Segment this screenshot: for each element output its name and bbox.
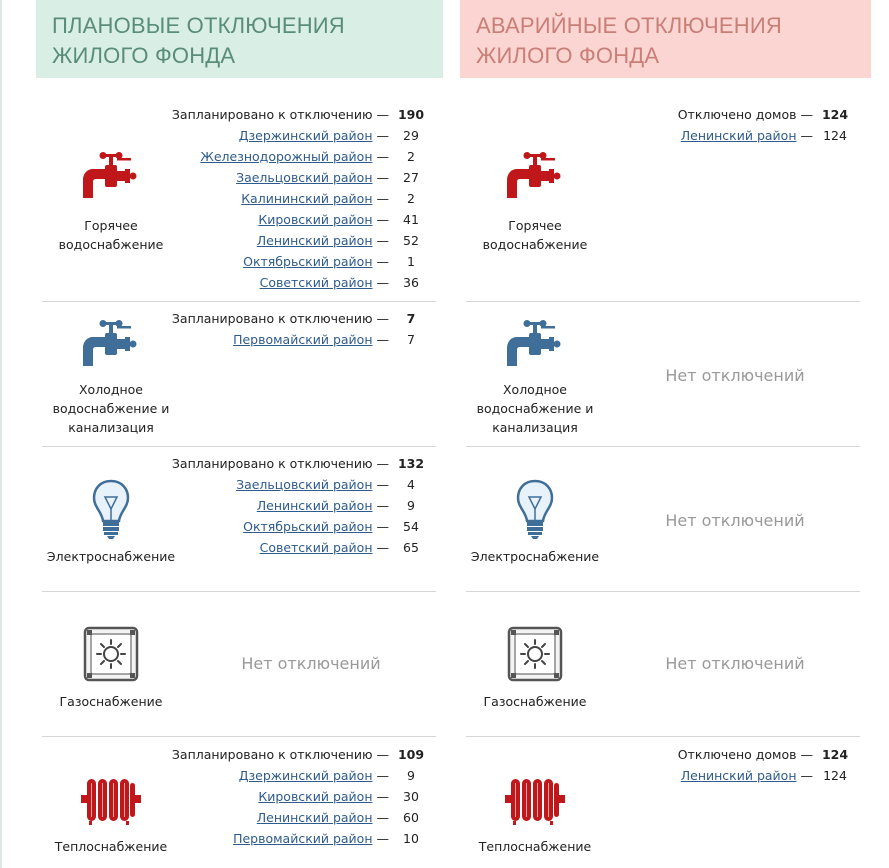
emergency-electricity-service — [466, 479, 604, 566]
district-link[interactable]: Советский район — [259, 275, 373, 290]
total-value: 190 — [397, 107, 425, 122]
planned-electricity-stats — [172, 453, 429, 558]
emergency-heating-stats — [678, 744, 853, 786]
radiator-icon — [505, 777, 565, 825]
district-count: 9 — [407, 498, 415, 513]
emergency-hot-water-stats — [678, 104, 853, 146]
district-line: Первомайский район — 10 — [172, 828, 429, 849]
district-line: Кировский район — 41 — [172, 209, 429, 230]
planned-gas-row — [42, 592, 436, 737]
planned-heating-stats — [172, 744, 429, 849]
radiator-icon — [81, 777, 141, 825]
emergency-cold-water-service — [466, 318, 604, 437]
district-count: 41 — [403, 212, 419, 227]
gas-caption: Газоснабжение — [483, 694, 587, 709]
district-link[interactable]: Ленинский район — [256, 498, 373, 513]
total-value: 132 — [397, 456, 425, 471]
district-count: 10 — [403, 831, 419, 846]
total-label: Запланировано к отключению — [171, 456, 373, 471]
district-line: Кировский район — 30 — [172, 786, 429, 807]
district-line: Дзержинский район — 9 — [172, 765, 429, 786]
total-label: Запланировано к отключению — [171, 311, 373, 326]
district-link[interactable]: Ленинский район — [256, 233, 373, 248]
district-count: 1 — [407, 254, 415, 269]
district-line: Ленинский район — 52 — [172, 230, 429, 251]
district-count: 9 — [407, 768, 415, 783]
heating-caption: Теплоснабжение — [478, 839, 592, 854]
district-count: 4 — [407, 477, 415, 492]
district-link[interactable]: Кировский район — [258, 212, 373, 227]
district-count: 27 — [403, 170, 419, 185]
district-count: 36 — [403, 275, 419, 290]
emergency-gas-service — [466, 626, 604, 711]
electricity-caption: Электроснабжение — [470, 549, 600, 564]
district-link[interactable]: Кировский район — [258, 789, 373, 804]
planned-heating-service — [42, 777, 180, 856]
district-count: 54 — [403, 519, 419, 534]
no-outages-label: Нет отключений — [665, 511, 805, 530]
district-link[interactable]: Ленинский район — [680, 768, 797, 783]
district-link[interactable]: Дзержинский район — [238, 768, 373, 783]
district-line: Советский район — 36 — [172, 272, 429, 293]
light-bulb-icon — [515, 479, 555, 541]
gas-stove-icon — [507, 626, 563, 682]
heating-caption: Теплоснабжение — [54, 839, 168, 854]
district-count: 2 — [407, 149, 415, 164]
planned-cold-water-stats — [172, 308, 429, 350]
planned-outages-column — [36, 0, 446, 854]
district-link[interactable]: Дзержинский район — [238, 128, 373, 143]
light-bulb-icon — [91, 479, 131, 541]
gas-caption: Газоснабжение — [59, 694, 163, 709]
district-line: Ленинский район — 60 — [172, 807, 429, 828]
district-line: Октябрьский район — 54 — [172, 516, 429, 537]
emergency-outages-header: АВАРИЙНЫЕ ОТКЛЮЧЕНИЯ ЖИЛОГО ФОНДА — [460, 0, 871, 78]
planned-outages-header: ПЛАНОВЫЕ ОТКЛЮЧЕНИЯ ЖИЛОГО ФОНДА — [36, 0, 443, 78]
planned-total-line: Запланировано к отключению — 190 — [172, 104, 429, 125]
emergency-total-line: Отключено домов — 124 — [678, 744, 853, 765]
planned-hot-water-row — [42, 100, 436, 302]
district-link[interactable]: Ленинский район — [256, 810, 373, 825]
total-value: 109 — [397, 747, 425, 762]
no-outages-label: Нет отключений — [241, 654, 381, 673]
planned-hot-water-stats — [172, 104, 429, 293]
emergency-total-line: Отключено домов — 124 — [678, 104, 853, 125]
district-link[interactable]: Ленинский район — [680, 128, 797, 143]
planned-electricity-service — [42, 479, 180, 566]
district-line: Заельцовский район — 27 — [172, 167, 429, 188]
district-count: 60 — [403, 810, 419, 825]
district-line: Первомайский район — 7 — [172, 329, 429, 350]
district-link[interactable]: Первомайский район — [233, 332, 373, 347]
hot-water-tap-icon — [81, 150, 141, 206]
district-line: Заельцовский район — 4 — [172, 474, 429, 495]
district-line: Ленинский район — 124 — [678, 765, 853, 786]
district-link[interactable]: Железнодорожный район — [200, 149, 373, 164]
emergency-hot-water-row — [466, 100, 860, 302]
total-label: Отключено домов — [677, 747, 797, 762]
planned-cold-water-service — [42, 318, 180, 437]
total-label: Запланировано к отключению — [171, 747, 373, 762]
district-count: 65 — [403, 540, 419, 555]
district-count: 29 — [403, 128, 419, 143]
district-link[interactable]: Октябрьский район — [243, 254, 373, 269]
emergency-outages-column — [460, 0, 870, 854]
planned-electricity-row — [42, 447, 436, 592]
planned-heating-row — [42, 737, 436, 868]
planned-gas-service — [42, 626, 180, 711]
electricity-caption: Электроснабжение — [46, 549, 176, 564]
emergency-hot-water-service — [466, 150, 604, 254]
no-outages-label: Нет отключений — [665, 366, 805, 385]
cold-water-tap-icon — [81, 318, 141, 374]
planned-cold-water-row — [42, 302, 436, 447]
emergency-heating-row — [466, 737, 860, 868]
total-label: Запланировано к отключению — [171, 107, 373, 122]
emergency-cold-water-row — [466, 302, 860, 447]
district-link[interactable]: Октябрьский район — [243, 519, 373, 534]
district-line: Железнодорожный район — 2 — [172, 146, 429, 167]
district-line: Ленинский район — 9 — [172, 495, 429, 516]
total-value: 124 — [821, 747, 849, 762]
cold-water-caption: Холодное водоснабжение и канализация — [476, 382, 594, 435]
planned-total-line: Запланировано к отключению — 109 — [172, 744, 429, 765]
emergency-gas-row — [466, 592, 860, 737]
cold-water-tap-icon — [505, 318, 565, 374]
page-left-border — [0, 0, 2, 868]
district-line: Калининский район — 2 — [172, 188, 429, 209]
district-link[interactable]: Советский район — [259, 540, 373, 555]
hot-water-caption: Горячее водоснабжение — [482, 218, 588, 252]
district-link[interactable]: Калининский район — [241, 191, 373, 206]
planned-total-line: Запланировано к отключению — 132 — [172, 453, 429, 474]
cold-water-caption: Холодное водоснабжение и канализация — [52, 382, 170, 435]
district-count: 52 — [403, 233, 419, 248]
district-link[interactable]: Первомайский район — [233, 831, 373, 846]
district-line: Советский район — 65 — [172, 537, 429, 558]
total-label: Отключено домов — [677, 107, 797, 122]
planned-hot-water-service — [42, 150, 180, 254]
district-count: 124 — [823, 768, 847, 783]
district-count: 30 — [403, 789, 419, 804]
district-count: 7 — [407, 332, 415, 347]
hot-water-tap-icon — [505, 150, 565, 206]
district-line: Октябрьский район — 1 — [172, 251, 429, 272]
hot-water-caption: Горячее водоснабжение — [58, 218, 164, 252]
total-value: 124 — [821, 107, 849, 122]
district-line: Ленинский район — 124 — [678, 125, 853, 146]
district-count: 124 — [823, 128, 847, 143]
district-link[interactable]: Заельцовский район — [236, 170, 373, 185]
emergency-electricity-row — [466, 447, 860, 592]
district-line: Дзержинский район — 29 — [172, 125, 429, 146]
planned-total-line: Запланировано к отключению — 7 — [172, 308, 429, 329]
no-outages-label: Нет отключений — [665, 654, 805, 673]
total-value: 7 — [406, 311, 416, 326]
district-count: 2 — [407, 191, 415, 206]
gas-stove-icon — [83, 626, 139, 682]
district-link[interactable]: Заельцовский район — [236, 477, 373, 492]
emergency-heating-service — [466, 777, 604, 856]
